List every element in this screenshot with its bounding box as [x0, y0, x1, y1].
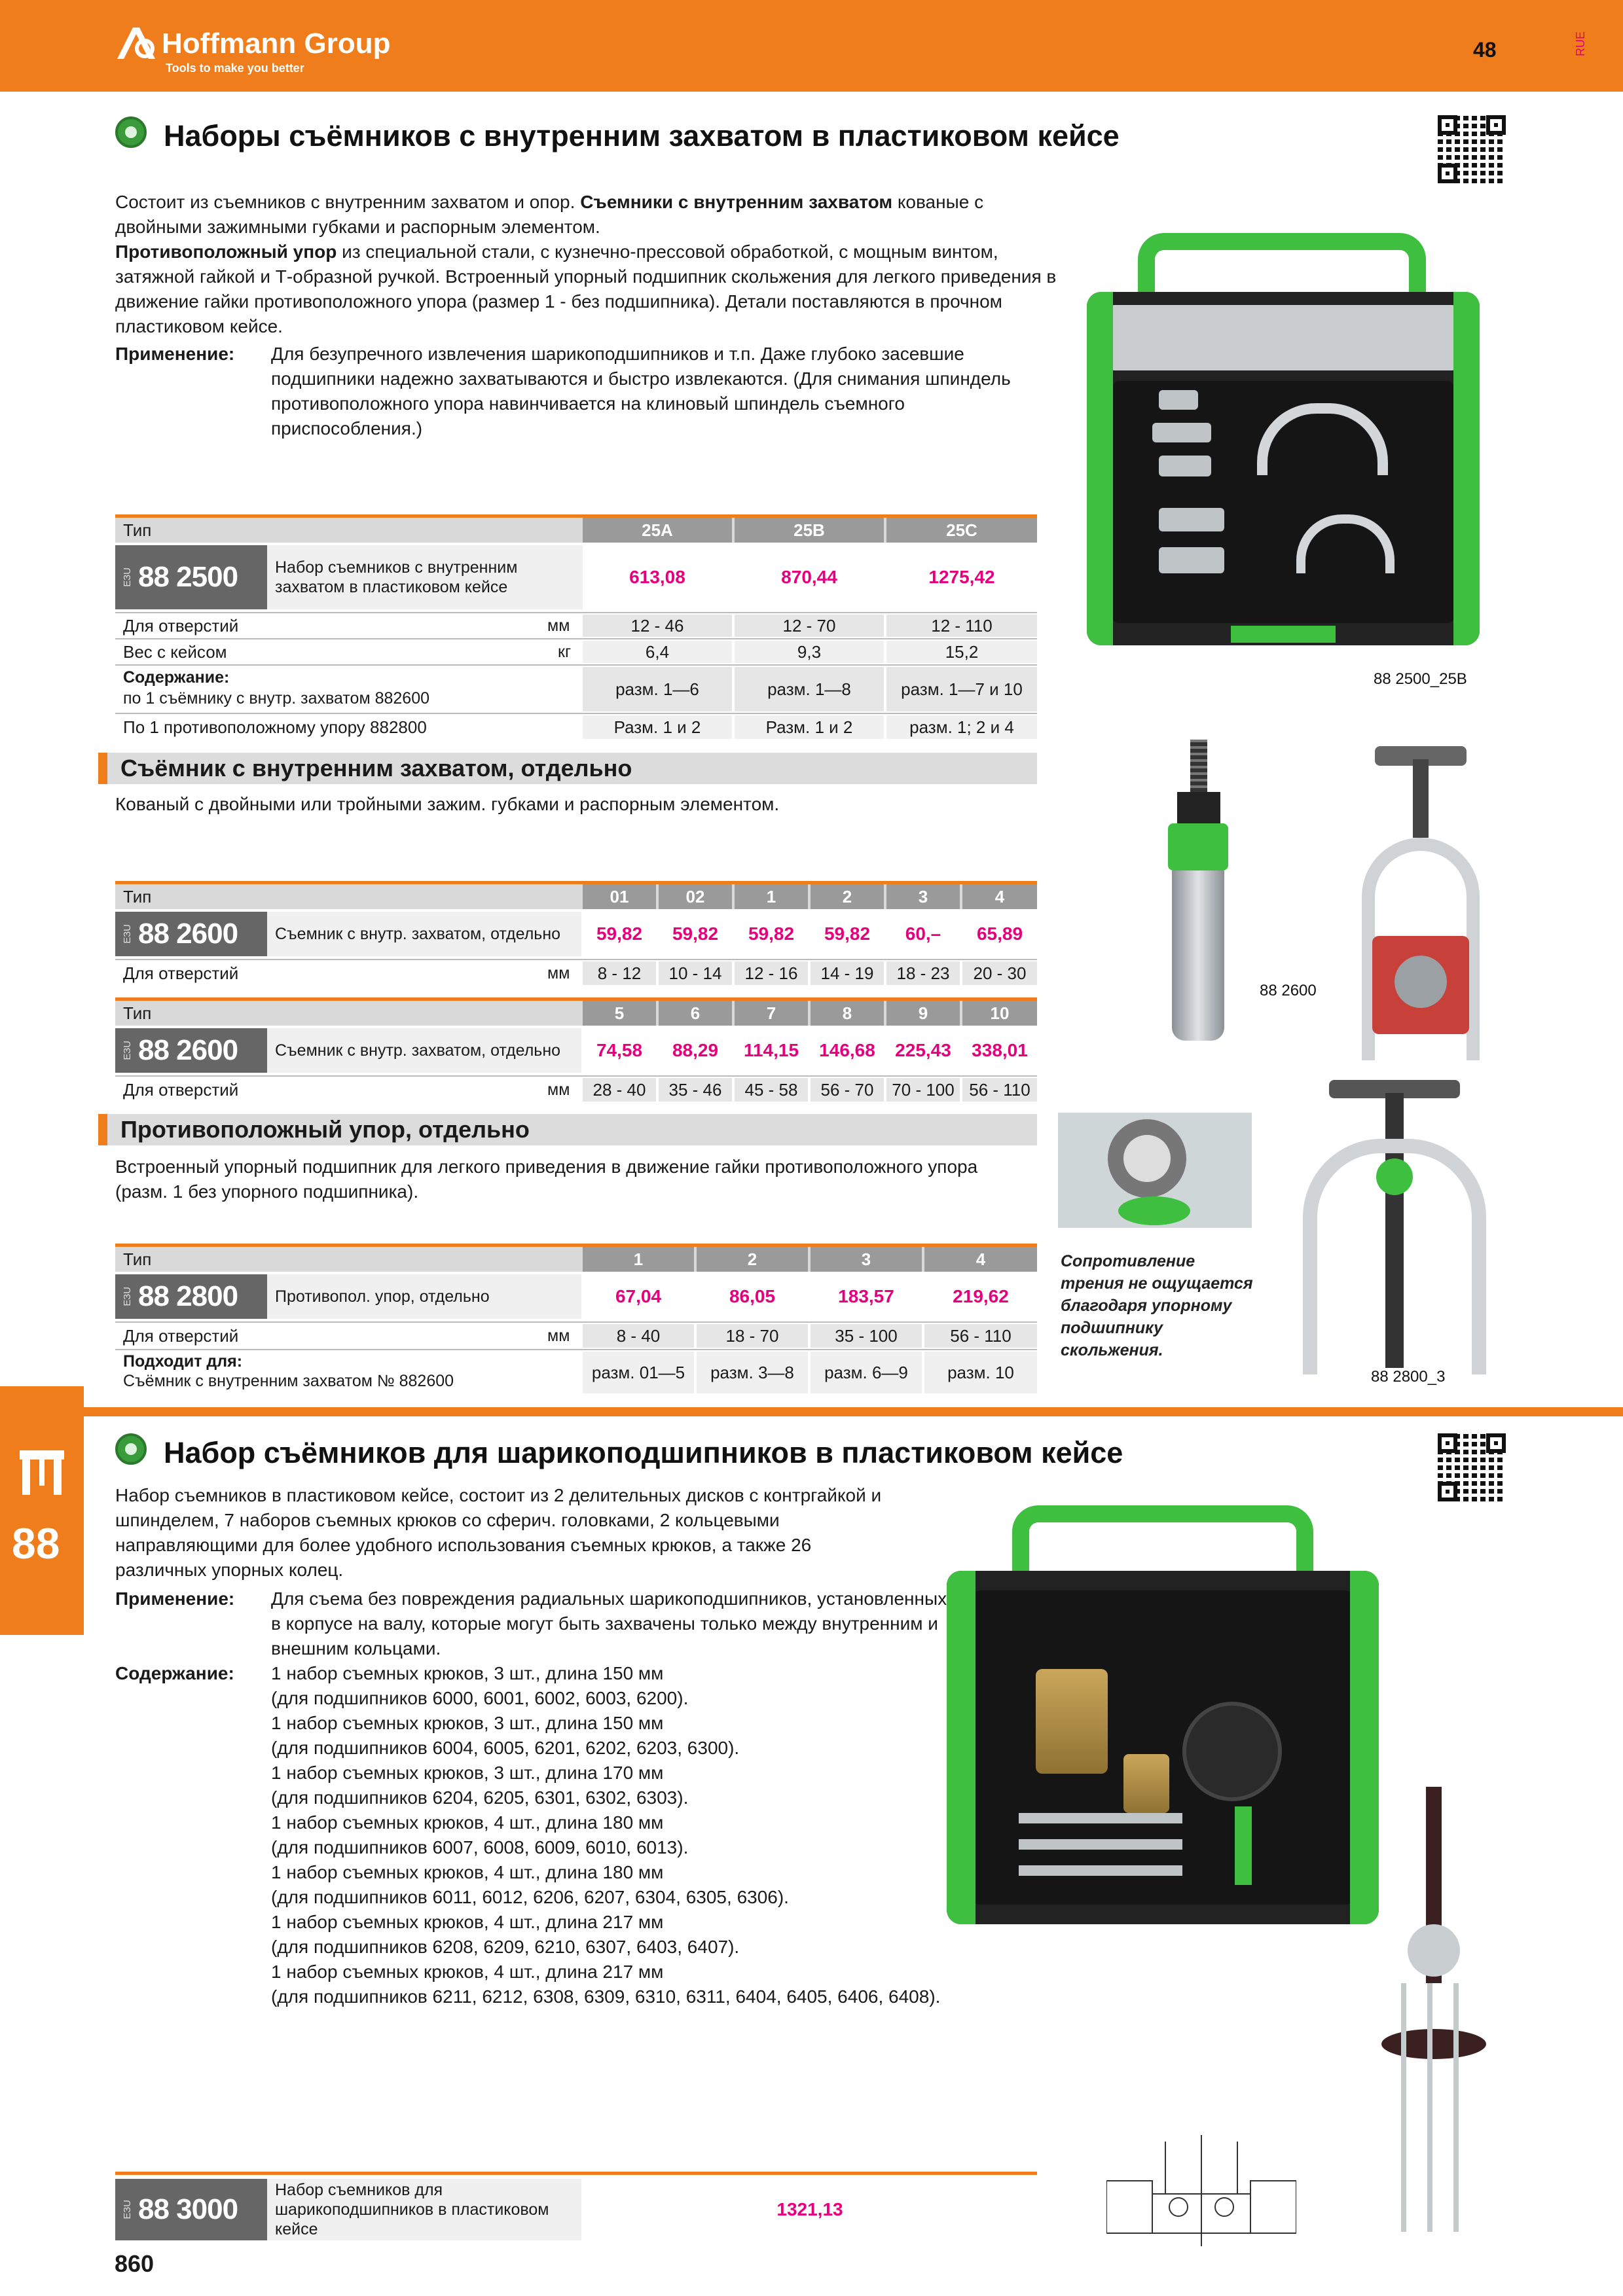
product-table-883000 [115, 2172, 1037, 2243]
table-row [115, 667, 1037, 711]
row-label: Для отверстий [123, 963, 239, 983]
price: 86,05 [729, 1286, 776, 1306]
section-title: Набор съёмников для шарикоподшипников в пластиковом кейсе [164, 1436, 1123, 1469]
list-item: (для подшипников 6000, 6001, 6002, 6003, 6200). [271, 1688, 689, 1708]
image-caption: 88 2600 [1260, 982, 1317, 999]
type-column: 01 [583, 884, 656, 909]
row-label: Для отверстий [123, 1079, 239, 1100]
table-row [115, 1274, 1037, 1319]
cell-value: 56 - 110 [924, 1324, 1037, 1348]
row-label: По 1 противоположному упору 882800 [123, 717, 427, 737]
price: 60,– [905, 924, 941, 944]
type-column: 2 [811, 884, 884, 909]
cell-value: разм. 01—5 [583, 1352, 694, 1393]
article-number: 88 2600 [138, 1034, 238, 1066]
table-row [115, 1324, 1037, 1348]
cell-value: 70 - 100 [886, 1078, 960, 1102]
type-label: Тип [123, 886, 152, 906]
list-item: 1 набор съемных крюков, 3 шт., длина 150 мм [271, 1663, 664, 1683]
product-description: Противопол. упор, отдельно [267, 1274, 581, 1319]
fits-text: Съёмник с внутренним захватом № 882600 [123, 1372, 454, 1390]
language-code: RUE [1574, 31, 1587, 57]
type-column: 25B [735, 518, 884, 543]
product-image-counter-support [1303, 1073, 1486, 1381]
puller-chapter-icon [16, 1446, 68, 1499]
table-row [115, 1028, 1037, 1073]
list-item: (для подшипников 6007, 6008, 6009, 6010, 6013). [271, 1837, 689, 1857]
cell-value: 35 - 46 [659, 1078, 732, 1102]
product-image-bearing-puller-case [947, 1505, 1379, 1924]
list-item: 1 набор съемных крюков, 4 шт., длина 180 мм [271, 1812, 664, 1833]
price: 219,62 [953, 1286, 1009, 1306]
article-tag: ЕЗU [122, 924, 133, 944]
price: 146,68 [819, 1040, 875, 1060]
cell-value: 18 - 23 [886, 961, 960, 985]
cell-value: 6,4 [583, 641, 732, 663]
type-column: 1 [735, 884, 808, 909]
price: 88,29 [672, 1040, 719, 1060]
kukko-brand-icon [115, 117, 147, 148]
unit-label: мм [547, 616, 570, 635]
product-table-882600-a [115, 881, 1037, 989]
image-caption: 88 2800_3 [1371, 1368, 1446, 1386]
table-row [115, 1078, 1037, 1102]
cell-value: 28 - 40 [583, 1078, 656, 1102]
price: 59,82 [824, 924, 871, 944]
cell-value: 9,3 [735, 641, 884, 663]
article-tag: ЕЗU [122, 567, 133, 587]
product-image-internal-puller [1159, 740, 1237, 1041]
article-tag: ЕЗU [122, 1041, 133, 1060]
unit-label: мм [547, 1326, 570, 1345]
price: 74,58 [596, 1040, 643, 1060]
product-description: Съемник с внутр. захватом, отдельно [267, 912, 581, 956]
price: 1275,42 [928, 567, 995, 587]
product-table-882600-b [115, 997, 1037, 1105]
subsection-heading [98, 753, 1037, 784]
cell-value: разм. 6—9 [811, 1352, 922, 1393]
article-number-block[interactable] [115, 912, 267, 956]
article-tag: ЕЗU [122, 2200, 133, 2219]
list-item: (для подшипников 6211, 6212, 6308, 6309, 6310, 6311, 6404, 6405, 6406, 6408). [271, 1986, 941, 2007]
row-label: Для отверстий [123, 1325, 239, 1346]
content-label: Содержание: [115, 1663, 234, 1683]
cell-value: 8 - 12 [583, 961, 656, 985]
product-description: Набор съемников с внутренним захватом в пластиковом кейсе [267, 545, 583, 609]
type-column: 7 [735, 1001, 808, 1026]
cell-value: 56 - 110 [962, 1078, 1037, 1102]
type-column: 4 [962, 884, 1037, 909]
cell-value: 18 - 70 [697, 1324, 808, 1348]
application-label: Применение: [115, 344, 235, 364]
cell-value: разм. 1—8 [735, 667, 884, 711]
cell-value: 14 - 19 [811, 961, 884, 985]
article-number: 88 2600 [138, 918, 238, 950]
type-column: 25A [583, 518, 732, 543]
price: 613,08 [629, 567, 685, 587]
cell-value: Разм. 1 и 2 [583, 715, 732, 739]
type-column: 02 [659, 884, 732, 909]
unit-label: кг [558, 642, 572, 661]
type-label: Тип [123, 1249, 152, 1269]
product-description: Съемник с внутр. захватом, отдельно [267, 1028, 581, 1073]
image-caption: 88 2500_25B [1374, 670, 1467, 688]
table-header-row [115, 884, 1037, 909]
qr-code-icon[interactable] [1438, 1433, 1506, 1501]
table-row [115, 912, 1037, 956]
unit-label: мм [547, 1080, 570, 1099]
article-number: 88 2500 [138, 561, 238, 593]
table-header-row [115, 1001, 1037, 1026]
type-column: 2 [697, 1247, 808, 1272]
list-item: 1 набор съемных крюков, 3 шт., длина 170 мм [271, 1763, 664, 1783]
table-row [115, 545, 1037, 609]
type-column: 6 [659, 1001, 732, 1026]
price: 59,82 [748, 924, 795, 944]
row-label: Для отверстий [123, 615, 239, 636]
article-tag: ЕЗU [122, 1287, 133, 1306]
list-item: (для подшипников 6011, 6012, 6206, 6207, 6304, 6305, 6306). [271, 1887, 789, 1907]
table-row [115, 961, 1037, 985]
article-number-block[interactable] [115, 2179, 267, 2240]
cell-value: 12 - 16 [735, 961, 808, 985]
brand-logo[interactable] [115, 18, 390, 77]
list-item: 1 набор съемных крюков, 4 шт., длина 217 мм [271, 1912, 664, 1932]
price: 59,82 [672, 924, 719, 944]
list-item: 1 набор съемных крюков, 4 шт., длина 217 мм [271, 1962, 664, 1982]
technical-drawing-icon [1106, 2135, 1296, 2246]
cell-value: Разм. 1 и 2 [735, 715, 884, 739]
subsection-heading [98, 1114, 1037, 1145]
table-header-row [115, 1247, 1037, 1272]
table-row [115, 1352, 1037, 1393]
cell-value: 15,2 [886, 641, 1037, 663]
type-column: 8 [811, 1001, 884, 1026]
application-text: Для съема без повреждения радиальных шарикоподшипников, установленных в корпусе на валу, которые могут быть захвачены только между внутренним и внешним кольцами. [271, 1588, 947, 1659]
table-row [115, 641, 1037, 663]
type-column: 1 [583, 1247, 694, 1272]
brand-tagline: Tools to make you better [166, 62, 304, 75]
footer-page-number: 860 [115, 2250, 155, 2277]
price: 1321,13 [776, 2199, 843, 2219]
article-number-block[interactable] [115, 1274, 267, 1319]
type-label: Тип [123, 1003, 152, 1023]
price: 225,43 [895, 1040, 951, 1060]
type-column: 4 [924, 1247, 1037, 1272]
table-header-row [115, 518, 1037, 543]
price: 338,01 [972, 1040, 1028, 1060]
brand-name: Hoffmann Group [162, 27, 391, 60]
kukko-brand-icon [115, 1433, 147, 1465]
product-image-puller-in-use [1349, 740, 1493, 1067]
type-column: 10 [962, 1001, 1037, 1026]
qr-code-icon[interactable] [1438, 115, 1506, 183]
product-table-882500 [115, 514, 1037, 740]
price: 870,44 [781, 567, 837, 587]
article-number-block[interactable] [115, 545, 267, 609]
price: 59,82 [596, 924, 643, 944]
cell-value: 20 - 30 [962, 961, 1037, 985]
content-list [271, 1661, 952, 2009]
subsection-text: Кованый с двойными или тройными зажим. губками и распорным элементом. [115, 794, 780, 814]
cell-value: разм. 1; 2 и 4 [886, 715, 1037, 739]
table-row [115, 615, 1037, 637]
type-column: 3 [811, 1247, 922, 1272]
article-number: 88 3000 [138, 2193, 238, 2225]
subsection-text: Встроенный упорный подшипник для легкого приведения в движение гайки противоположного упора (разм. 1 без упорного подшипника). [115, 1157, 978, 1202]
product-image-case-set [1087, 233, 1480, 652]
cell-value: 10 - 14 [659, 961, 732, 985]
article-number: 88 2800 [138, 1280, 238, 1312]
list-item: (для подшипников 6004, 6005, 6201, 6202, 6203, 6300). [271, 1738, 740, 1758]
product-image-bearing-puller [1375, 1787, 1493, 2238]
content-label: Содержание: [123, 668, 230, 687]
chapter-number: 88 [12, 1519, 60, 1568]
cell-value: 12 - 46 [583, 615, 732, 637]
cell-value: разм. 10 [924, 1352, 1037, 1393]
fits-label: Подходит для: [123, 1352, 243, 1371]
row-label: Вес с кейсом [123, 641, 227, 662]
cell-value: 8 - 40 [583, 1324, 694, 1348]
product-image-bearing-detail [1058, 1113, 1252, 1228]
type-column: 25C [886, 518, 1037, 543]
section-description: Набор съемников в пластиковом кейсе, состоит из 2 делительных дисков с контргайкой и шпинделем, 7 наборов съемных крюков со сферич. головками, 2 кольцевыми направляющими для более удобного использования съемных крюков, а также 26 различных упорных колец. [115, 1485, 882, 1580]
cell-value: разм. 1—6 [583, 667, 732, 711]
application-text: Для безупречного извлечения шарикоподшипников и т.п. Даже глубоко засевшие подшипники надежно захватываются и быстро извлекаются. (Для снимания шпиндель противоположного упора навинчивается на клиновый шпиндель съемного приспособления.) [271, 344, 1011, 439]
cell-value: 12 - 110 [886, 615, 1037, 637]
hoffmann-logo-icon [115, 24, 160, 62]
cell-value: 12 - 70 [735, 615, 884, 637]
application-label: Применение: [115, 1588, 235, 1609]
image-caption-italic: Сопротивление трения не ощущается благодаря упорному подшипнику скольжения. [1061, 1252, 1253, 1359]
price: 183,57 [838, 1286, 894, 1306]
product-description: Набор съемников для шарикоподшипников в пластиковом кейсе [267, 2179, 581, 2240]
section-description: Состоит из съемников с внутренним захватом и опор. Съемники с внутренним захватом кованые с двойными зажимными губками и распорным элементом. Противоположный упор из специальной стали, с кузнечно-прессовой обработкой, с мощным винтом, затяжной гайкой и Т-образной ручкой. Встроенный упорный подшипник скольжения для легкого приведения в движение гайки противоположного упора (размер 1 - без подшипника). Детали поставляются в прочном пластиковом кейсе. [115, 192, 1057, 336]
list-item: (для подшипников 6208, 6209, 6210, 6307, 6403, 6407). [271, 1937, 740, 1957]
price: 65,89 [976, 924, 1023, 944]
subsection-title: Противоположный упор, отдельно [120, 1116, 530, 1143]
section-divider [0, 1407, 1623, 1416]
table-row [115, 2179, 1037, 2240]
cell-value: разм. 1—7 и 10 [886, 667, 1037, 711]
row-label: по 1 съёмнику с внутр. захватом 882600 [123, 689, 430, 708]
cell-value: 45 - 58 [735, 1078, 808, 1102]
unit-label: мм [547, 963, 570, 982]
product-table-882800 [115, 1244, 1037, 1393]
price: 114,15 [743, 1040, 799, 1060]
article-number-block[interactable] [115, 1028, 267, 1073]
cell-value: 56 - 70 [811, 1078, 884, 1102]
type-column: 9 [886, 1001, 960, 1026]
subsection-title: Съёмник с внутренним захватом, отдельно [120, 755, 632, 781]
cell-value: 35 - 100 [811, 1324, 922, 1348]
chapter-tab[interactable] [0, 1386, 84, 1635]
catalog-page-number: 48 [1473, 38, 1497, 62]
table-row [115, 715, 1037, 739]
cell-value: разм. 3—8 [697, 1352, 808, 1393]
list-item: (для подшипников 6204, 6205, 6301, 6302, 6303). [271, 1787, 689, 1808]
price: 67,04 [615, 1286, 662, 1306]
list-item: 1 набор съемных крюков, 4 шт., длина 180 мм [271, 1862, 664, 1882]
type-label: Тип [123, 520, 152, 540]
list-item: 1 набор съемных крюков, 3 шт., длина 150 мм [271, 1713, 664, 1733]
type-column: 5 [583, 1001, 656, 1026]
type-column: 3 [886, 884, 960, 909]
section-title: Наборы съёмников с внутренним захватом в пластиковом кейсе [164, 119, 1120, 152]
